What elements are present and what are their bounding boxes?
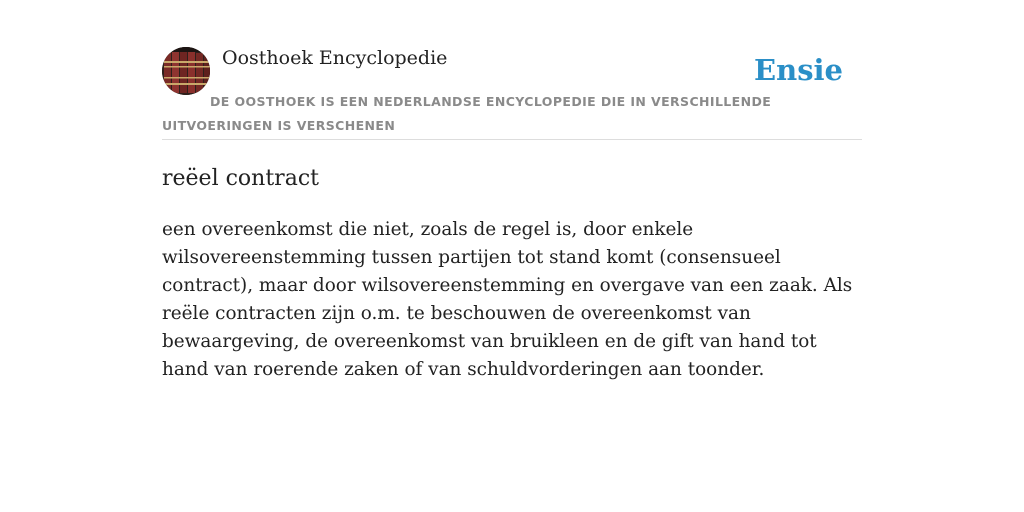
entry-body: een overeenkomst die niet, zoals de regel is, door enkele wilsovereenstemming tussen partijen tot stand komt (consensueel contract), maar door wilsovereenstemming en overgave van een zaak. Als reële contracten zijn o.m. te beschouwen de overeenkomst van bewaargeving, de overeenkomst van bruikleen en de gift van hand tot hand van roerende zaken of van schuldvorderingen aan toonder.: [162, 219, 853, 380]
site-title[interactable]: Oosthoek Encyclopedie: [222, 47, 448, 69]
book-spines-icon: [162, 47, 210, 95]
site-avatar[interactable]: [162, 47, 210, 95]
site-tagline: DE OOSTHOEK IS EEN NEDERLANDSE ENCYCLOPEDIE DIE IN VERSCHILLENDE UITVOERINGEN IS VERSCHENEN: [162, 94, 772, 133]
page-container: [162, 0, 862, 512]
site-header: [162, 0, 862, 140]
brand-logo[interactable]: Ensie: [754, 53, 843, 87]
entry-title: reëel contract: [162, 166, 319, 191]
